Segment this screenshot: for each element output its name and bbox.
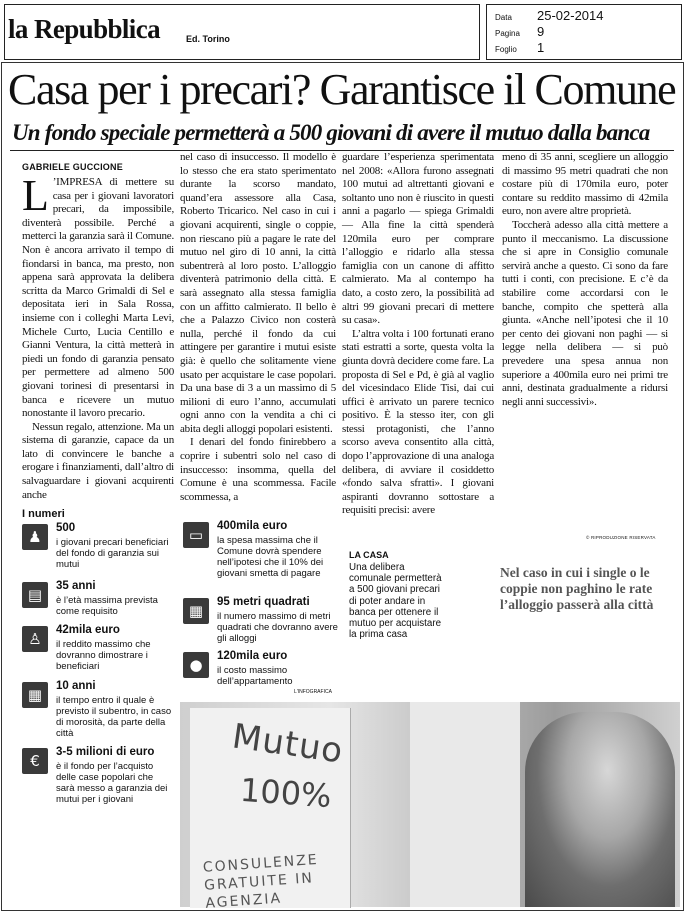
- article-column-2: [180, 151, 336, 503]
- newspaper-logo: la Repubblica: [8, 14, 160, 44]
- number-value: 120mila euro: [217, 650, 288, 662]
- pagina-value: 9: [537, 24, 545, 39]
- paragraph: guardare l’esperienza sperimentata nel 2008: «Allora furono assegnati 100 mutui ad altrettanti giovani e soltanto uno non è riuscito in questi anni a pagarlo — spiega Grimaldi — Alla fine la città spenderà 120mila euro per comprare l’alloggio e ridarlo alla stessa famiglia con un canone di affitto calmierato. Ma al contempo ha dato, a costo zero, la possibilità ad altri 99 giovani precari di mettere su casa».: [342, 151, 494, 327]
- casa-title: LA CASA: [349, 550, 389, 560]
- number-desc: è l’età massima prevista come requisito: [56, 595, 158, 617]
- number-value: 10 anni: [56, 680, 96, 692]
- mortgage-poster: [190, 708, 351, 912]
- numbers-title: I numeri: [22, 508, 65, 520]
- number-desc: il tempo entro il quale è previsto il subentro, in caso di morosità, da parte della città: [56, 695, 172, 739]
- paragraph: Nessun regalo, attenzione. Ma un sistema di garanzie, capace da un lato di convincere le banche a erogare i finanziamenti, dall’altro di salvaguardare i giovani acquirenti anche: [22, 420, 174, 501]
- number-value: 35 anni: [56, 580, 96, 592]
- paragraph: I denari del fondo finirebbero a coprire i subentri solo nel caso di insuccesso: insomma, quella del Comune è una scommessa. Facile scommessa, a: [180, 436, 336, 503]
- floorplan-icon: ▦: [183, 598, 209, 624]
- byline: GABRIELE GUCCIONE: [22, 162, 123, 172]
- infographic-credit: L'INFOGRAFICA: [294, 689, 332, 695]
- number-value: 400mila euro: [217, 520, 288, 532]
- number-desc: il costo massimo dell’appartamento: [217, 665, 293, 687]
- article-column-3: [342, 151, 494, 517]
- copyright-note: © RIPRODUZIONE RISERVATA: [586, 535, 656, 540]
- data-value: 25-02-2014: [537, 8, 604, 23]
- dropcap: L: [22, 171, 49, 220]
- casa-text: Una delibera comunale permetterà a 500 giovani precari di poter andare in banca per ottenere il mutuo per acquistare la prima casa: [349, 562, 442, 641]
- number-desc: i giovani precari beneficiari del fondo di garanzia sui mutui: [56, 537, 169, 570]
- id-card-icon: ▤: [22, 582, 48, 608]
- paragraph: Toccherà adesso alla città mettere a punto il meccanismo. La discussione che si apre in Consiglio comunale servirà anche a questo. Ci sono da fare tutti i conti, con precisione. E c’è da stabilire come accordarsi con le banche, compito che spetterà alla giunta. «Anche nell’ipotesi che il 10 per cento dei giovani non paghi — si legge nella delibera — si può prevedere una spesa annua non superiore a 400mila euro nei primi tre anni, destinata gradualmente a ridursi negli anni successivi».: [502, 218, 668, 408]
- calendar-icon: ▦: [22, 682, 48, 708]
- meta-box: [486, 4, 682, 60]
- foglio-value: 1: [537, 40, 545, 55]
- shop-window: [410, 702, 520, 907]
- paragraph: ’IMPRESA di mettere su casa per i giovani lavoratori precari, da impossibile, diventerà possibile. Perché a metterci la garanzia sarà il Comune. Non è ancora arrivato il tempo di fiondarsi in banca, ma presto, non appena sarà approvata la delibera scritta da Marco Grimaldi di Sel e depositata ieri in Sala Rossa, insieme con i colleghi Marta Levi, Michele Curto, Lucia Centillo e Gianni Ventura, la città metterà in piedi un fondo di garanzia pensato per permettere ad almeno 500 giovani torinesi di presentarsi in banca e ricevere un mutuo nonostante il lavoro precario.: [22, 176, 174, 420]
- article-column-4: [502, 151, 668, 531]
- number-desc: è il fondo per l’acquisto delle case popolari che sarà messo a garanzia dei mutui per i giovani: [56, 761, 168, 805]
- paragraph: nel caso di insuccesso. Il modello è lo stesso che era stato sperimentato durante la scorso mandato, quand’era assessore alla Casa, Roberto Tricarico. Nel caso in cui i giovani acquirenti, single o coppie, non riescano più a pagare le rate del mutuo nel giro di 10 anni, la città subentrerà al loro posto. L’alloggio diventerà patrimonio della città. E sarà assegnato alla stessa famiglia con un affitto calmierato. Il bello è che a Palazzo Civico non costerà nulla, perché il fondo da cui attingere per garantire i mutui esiste già: è quello che solitamente viene usato per acquistare le case popolari. Da una base di 3 a un massimo di 5 milioni di euro l’anno, accumulati ogni anno con la vendita a chi ci abita degli alloggi popolari esistenti.: [180, 151, 336, 435]
- pull-quote: Nel caso in cui i single o le coppie non paghino le rate l’alloggio passerà alla città: [500, 565, 654, 612]
- banknote-icon: ▭: [183, 522, 209, 548]
- number-value: 3-5 milioni di euro: [56, 746, 155, 758]
- poster-line: Mutuo: [229, 716, 346, 772]
- subheadline: Un fondo speciale permetterà a 500 giovani di avere il mutuo dalla banca: [12, 120, 650, 145]
- foglio-label: Foglio: [495, 45, 517, 54]
- number-desc: la spesa massima che il Comune dovrà spendere nell’ipotesi che il 10% dei giovani smetta di pagare: [217, 535, 324, 579]
- person-icon: ♙: [22, 626, 48, 652]
- number-value: 95 metri quadrati: [217, 596, 310, 608]
- paragraph: meno di 35 anni, scegliere un alloggio di massimo 95 metri quadrati che non costare più di 170mila euro, poter contare su reddito massimo di 42mila euro, non avere altre proprietà.: [502, 151, 668, 218]
- woman-figure: [525, 712, 675, 907]
- money-bag-icon: €: [22, 748, 48, 774]
- number-value: 500: [56, 522, 76, 534]
- coins-icon: ●: [183, 652, 209, 678]
- data-label: Data: [495, 13, 512, 22]
- article-photo: [180, 702, 680, 912]
- number-desc: il numero massimo di metri quadrati che dovranno avere gli alloggi: [217, 611, 338, 644]
- edition-label: Ed. Torino: [186, 34, 230, 44]
- article-column-1: [22, 171, 174, 501]
- number-desc: il reddito massimo che dovranno dimostrare i beneficiari: [56, 639, 151, 672]
- poster-line: CONSULENZE GRATUITE IN AGENZIA: [202, 851, 320, 912]
- paragraph: L’altra volta i 100 fortunati erano stati estratti a sorte, questa volta la giunta dovrà decidere come fare. La proposta di Sel e Pd, è già al vaglio del vicesindaco Elide Tisi, dai cui uffici è arrivato un parere tecnico positivo. È la stesso iter, con gli stessi protagonisti, che l’anno scorso aveva consentito alla città, dopo l’approvazione di una analoga delibera, di avviare il cosiddetto «fondo salva sfratti». I giovani aspiranti dovranno sottostare a requisiti precisi: avere: [342, 327, 494, 517]
- headline: Casa per i precari? Garantisce il Comune: [8, 65, 676, 114]
- pagina-label: Pagina: [495, 29, 520, 38]
- poster-line: 100%: [238, 770, 333, 816]
- number-value: 42mila euro: [56, 624, 120, 636]
- people-icon: ♟: [22, 524, 48, 550]
